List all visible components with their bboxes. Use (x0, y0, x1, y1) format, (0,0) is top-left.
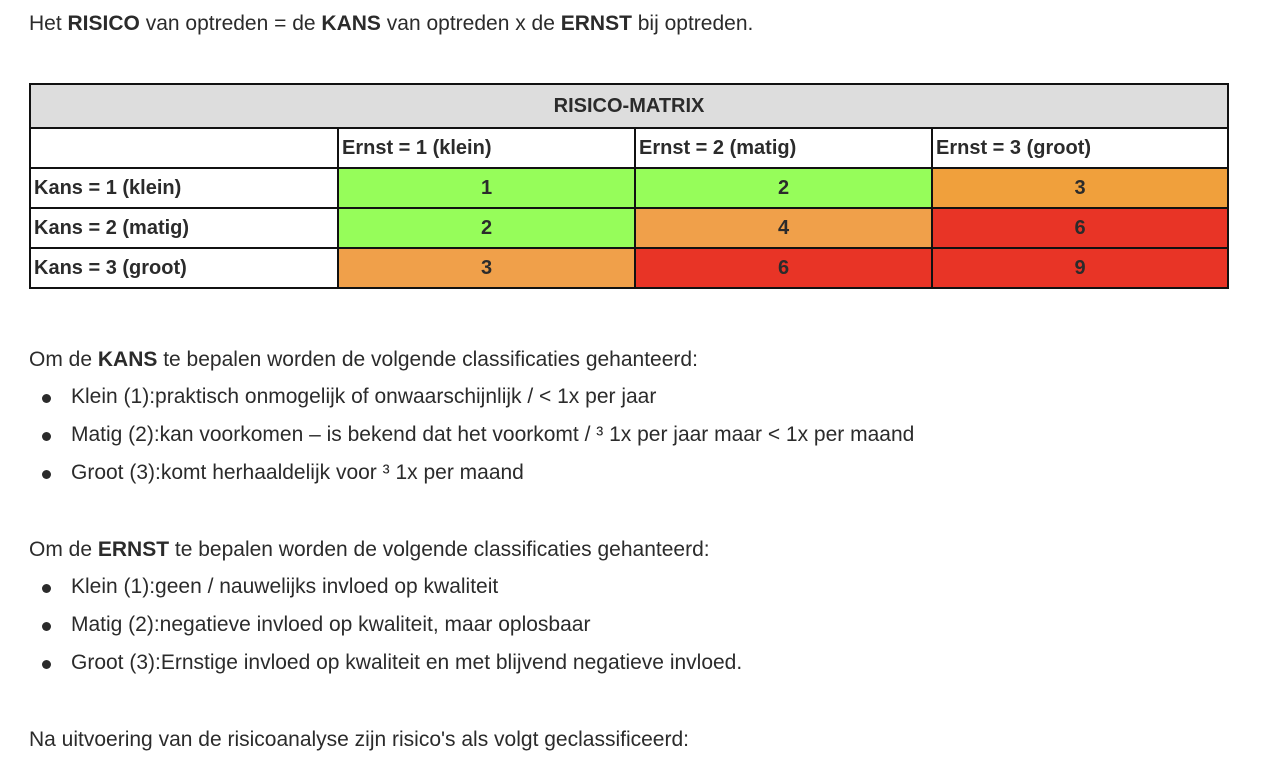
matrix-cell-high: 6 (635, 248, 932, 288)
intro-text: van optreden x de (380, 12, 561, 35)
matrix-cell-medium: 3 (932, 168, 1228, 208)
matrix-cell-medium: 4 (635, 208, 932, 248)
matrix-title: RISICO-MATRIX (30, 84, 1228, 128)
kans-list-item: Klein (1):praktisch onmogelijk of onwaarschijnlijk / < 1x per jaar (29, 378, 914, 416)
kans-bold: KANS (97, 348, 158, 371)
ernst-list-item: Matig (2):negatieve invloed op kwaliteit, maar oplosbaar (29, 606, 742, 644)
matrix-cell-high: 9 (932, 248, 1228, 288)
intro-bold-risico: RISICO (67, 12, 140, 35)
matrix-cell-low: 2 (635, 168, 932, 208)
matrix-row (30, 168, 1228, 208)
matrix-row-header: Kans = 1 (klein) (30, 168, 338, 208)
matrix-row (30, 248, 1228, 288)
matrix-col-header: Ernst = 3 (groot) (932, 128, 1228, 168)
kans-text: te bepalen worden de volgende classificaties gehanteerd: (157, 348, 698, 371)
matrix-row-header: Kans = 3 (groot) (30, 248, 338, 288)
risk-matrix-table (29, 83, 1229, 289)
matrix-title-row (30, 84, 1228, 128)
matrix-row-header: Kans = 2 (matig) (30, 208, 338, 248)
intro-text: bij optreden. (631, 12, 754, 35)
matrix-cell-high: 6 (932, 208, 1228, 248)
ernst-intro (29, 536, 710, 564)
kans-list-item: Matig (2):kan voorkomen – is bekend dat het voorkomt / ³ 1x per jaar maar < 1x per maand (29, 416, 914, 454)
ernst-list-item: Klein (1):geen / nauwelijks invloed op kwaliteit (29, 568, 742, 606)
matrix-header-row (30, 128, 1228, 168)
matrix-cell-low: 1 (338, 168, 635, 208)
intro-text: Het (29, 12, 68, 35)
matrix-col-header: Ernst = 2 (matig) (635, 128, 932, 168)
ernst-bold: ERNST (97, 538, 170, 561)
ernst-list (29, 568, 742, 682)
matrix-col-header: Ernst = 1 (klein) (338, 128, 635, 168)
intro-bold-kans: KANS (321, 12, 381, 35)
intro-sentence (29, 10, 753, 38)
kans-list (29, 378, 914, 492)
matrix-cell-low: 2 (338, 208, 635, 248)
matrix-row (30, 208, 1228, 248)
kans-text: Om de (29, 348, 98, 371)
kans-intro (29, 346, 698, 374)
matrix-corner-cell (30, 128, 338, 168)
ernst-text: te bepalen worden de volgende classificaties gehanteerd: (169, 538, 710, 561)
intro-bold-ernst: ERNST (560, 12, 632, 35)
ernst-list-item: Groot (3):Ernstige invloed op kwaliteit en met blijvend negatieve invloed. (29, 644, 742, 682)
ernst-text: Om de (29, 538, 98, 561)
intro-text: van optreden = de (139, 12, 322, 35)
matrix-cell-medium: 3 (338, 248, 635, 288)
kans-list-item: Groot (3):komt herhaaldelijk voor ³ 1x per maand (29, 454, 914, 492)
closing-paragraph: Na uitvoering van de risicoanalyse zijn risico's als volgt geclassificeerd: (29, 728, 689, 751)
